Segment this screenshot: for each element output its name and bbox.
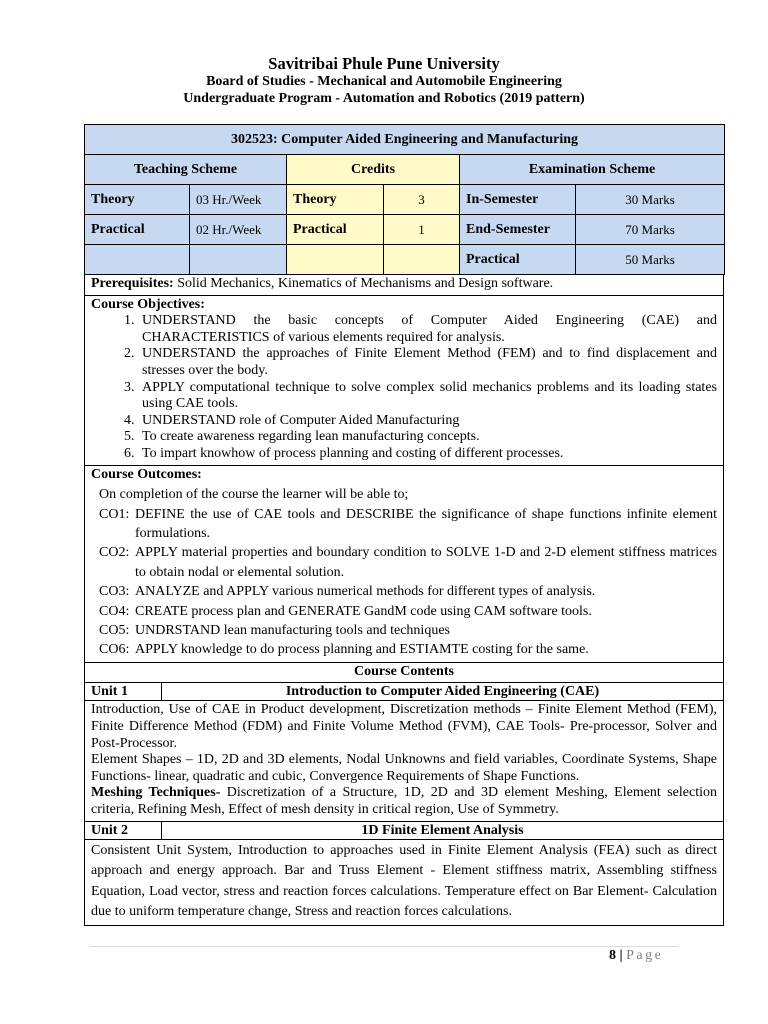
exam-marks: 50 Marks	[576, 245, 725, 275]
outcomes-intro: On completion of the course the learner will be able to;	[99, 487, 409, 503]
page-footer	[609, 948, 663, 964]
meshing-text: Discretization of a Structure, 1D, 2D and 3D element Meshing, Element selection criteria, Refining Mesh, Effect of mesh density in critical region, Use of Symmetry.	[91, 785, 717, 817]
prerequisites-section	[84, 275, 724, 296]
course-contents-heading: Course Contents	[84, 663, 724, 684]
outcome-item	[91, 543, 717, 582]
course-title-row	[85, 125, 725, 155]
outcome-text: APPLY knowledge to do process planning and ESTIAMTE costing for the same.	[135, 642, 589, 658]
course-scheme-table	[84, 124, 725, 275]
scheme-row	[85, 185, 725, 215]
unit1-paragraph: Element Shapes – 1D, 2D and 3D elements, Nodal Unknowns and field variables, Coordinate Systems, Shape Functions- linear, quadratic and cubic, Convergence Requirements of Shape Functions.	[91, 752, 717, 784]
unit2-header	[84, 822, 724, 840]
unit2-number: Unit 2	[85, 822, 162, 839]
exam-type: In-Semester	[460, 185, 576, 215]
credits-header: Credits	[287, 155, 460, 185]
unit1-paragraph: Introduction, Use of CAE in Product development, Discretization methods – Finite Element Method (FEM), Finite Difference Method (FDM) and Finite Volume Method (FVM), CAE Tools- Pre-processor, Solver and Post-Processor.	[91, 702, 717, 751]
credit-type: Practical	[287, 215, 384, 245]
prerequisites-label: Prerequisites:	[91, 276, 174, 291]
scheme-row	[85, 215, 725, 245]
teach-hours	[190, 245, 287, 275]
outcome-item	[91, 621, 717, 640]
exam-marks: 30 Marks	[576, 185, 725, 215]
program-title: Undergraduate Program - Automation and Robotics (2019 pattern)	[183, 91, 585, 106]
scheme-header-row	[85, 155, 725, 185]
objective-item: 2. UNDERSTAND the approaches of Finite Element Method (FEM) and to find displacement and stresses over the body.	[138, 346, 717, 379]
prerequisites-text: Solid Mechanics, Kinematics of Mechanisms and Design software.	[177, 276, 554, 291]
unit2-paragraph: Consistent Unit System, Introduction to approaches used in Finite Element Analysis (FEA) such as direct approach and energy approach. Bar and Truss Element - Element stiffness matrix, Assembling stiffness Equation, Load vector, stress and reaction forces calculations. Temperature effect on Bar Element- Calculation due to uniform temperature change, Stress and reaction forces calculations.	[91, 842, 717, 920]
teach-hours: 03 Hr./Week	[190, 185, 287, 215]
outcome-text: CREATE process plan and GENERATE GandM code using CAM software tools.	[135, 603, 592, 619]
outcome-text: DEFINE the use of CAE tools and DESCRIBE the significance of shape functions infinite element formulations.	[135, 506, 717, 541]
course-document	[84, 124, 724, 926]
outcome-code: CO3:	[99, 584, 130, 600]
teaching-scheme-header: Teaching Scheme	[85, 155, 287, 185]
objectives-section	[84, 296, 724, 466]
outcome-item	[91, 640, 717, 659]
objective-item: 1. UNDERSTAND the basic concepts of Computer Aided Engineering (CAE) and CHARACTERISTICS of various elements required for analysis.	[138, 313, 717, 346]
board-title: Board of Studies - Mechanical and Automobile Engineering	[206, 74, 562, 89]
objectives-list	[91, 313, 717, 462]
unit1-header	[84, 683, 724, 701]
outcome-code: CO1:	[99, 506, 130, 522]
outcome-code: CO2:	[99, 545, 130, 561]
outcome-code: CO6:	[99, 642, 130, 658]
objective-item: 4. UNDERSTAND role of Computer Aided Manufacturing	[138, 413, 717, 430]
outcome-text: APPLY material properties and boundary condition to SOLVE 1-D and 2-D element stiffness matrices to obtain nodal or elemental solution.	[135, 545, 717, 580]
exam-scheme-header: Examination Scheme	[460, 155, 725, 185]
credit-type: Theory	[287, 185, 384, 215]
meshing-label: Meshing Techniques-	[91, 785, 221, 801]
credit-value: 3	[384, 185, 460, 215]
page-label: Page	[626, 948, 664, 963]
outcome-item	[91, 582, 717, 601]
unit2-body	[84, 840, 724, 926]
course-title: 302523: Computer Aided Engineering and Manufacturing	[85, 125, 725, 155]
outcome-code: CO5:	[99, 622, 130, 638]
outcome-item	[91, 602, 717, 621]
outcome-item	[91, 505, 717, 544]
teach-type	[85, 245, 190, 275]
exam-type: Practical	[460, 245, 576, 275]
outcome-text: ANALYZE and APPLY various numerical methods for different types of analysis.	[135, 584, 596, 600]
unit1-body	[84, 701, 724, 821]
outcomes-label: Course Outcomes:	[91, 466, 202, 482]
page-number: 8	[609, 948, 616, 963]
outcomes-section	[84, 466, 724, 663]
credit-type	[287, 245, 384, 275]
unit1-number: Unit 1	[85, 683, 162, 700]
objective-item: 3. APPLY computational technique to solve complex solid mechanics problems and its loading states using CAE tools.	[138, 380, 717, 413]
exam-marks: 70 Marks	[576, 215, 725, 245]
credit-value	[384, 245, 460, 275]
objective-item: 5. To create awareness regarding lean manufacturing concepts.	[138, 429, 717, 446]
teach-hours: 02 Hr./Week	[190, 215, 287, 245]
unit1-paragraph	[91, 785, 717, 818]
teach-type: Theory	[85, 185, 190, 215]
university-title: Savitribai Phule Pune University	[268, 54, 500, 73]
scheme-row	[85, 245, 725, 275]
outcome-text: UNDRSTAND lean manufacturing tools and techniques	[135, 622, 450, 638]
footer-divider	[90, 946, 678, 947]
exam-type: End-Semester	[460, 215, 576, 245]
page-separator: |	[619, 948, 623, 963]
unit2-title: 1D Finite Element Analysis	[361, 822, 524, 838]
credit-value: 1	[384, 215, 460, 245]
outcome-code: CO4:	[99, 603, 130, 619]
unit1-title: Introduction to Computer Aided Engineering (CAE)	[285, 684, 600, 700]
objective-item: 6. To impart knowhow of process planning and costing of different processes.	[138, 446, 717, 463]
objectives-label: Course Objectives:	[91, 296, 205, 312]
teach-type: Practical	[85, 215, 190, 245]
